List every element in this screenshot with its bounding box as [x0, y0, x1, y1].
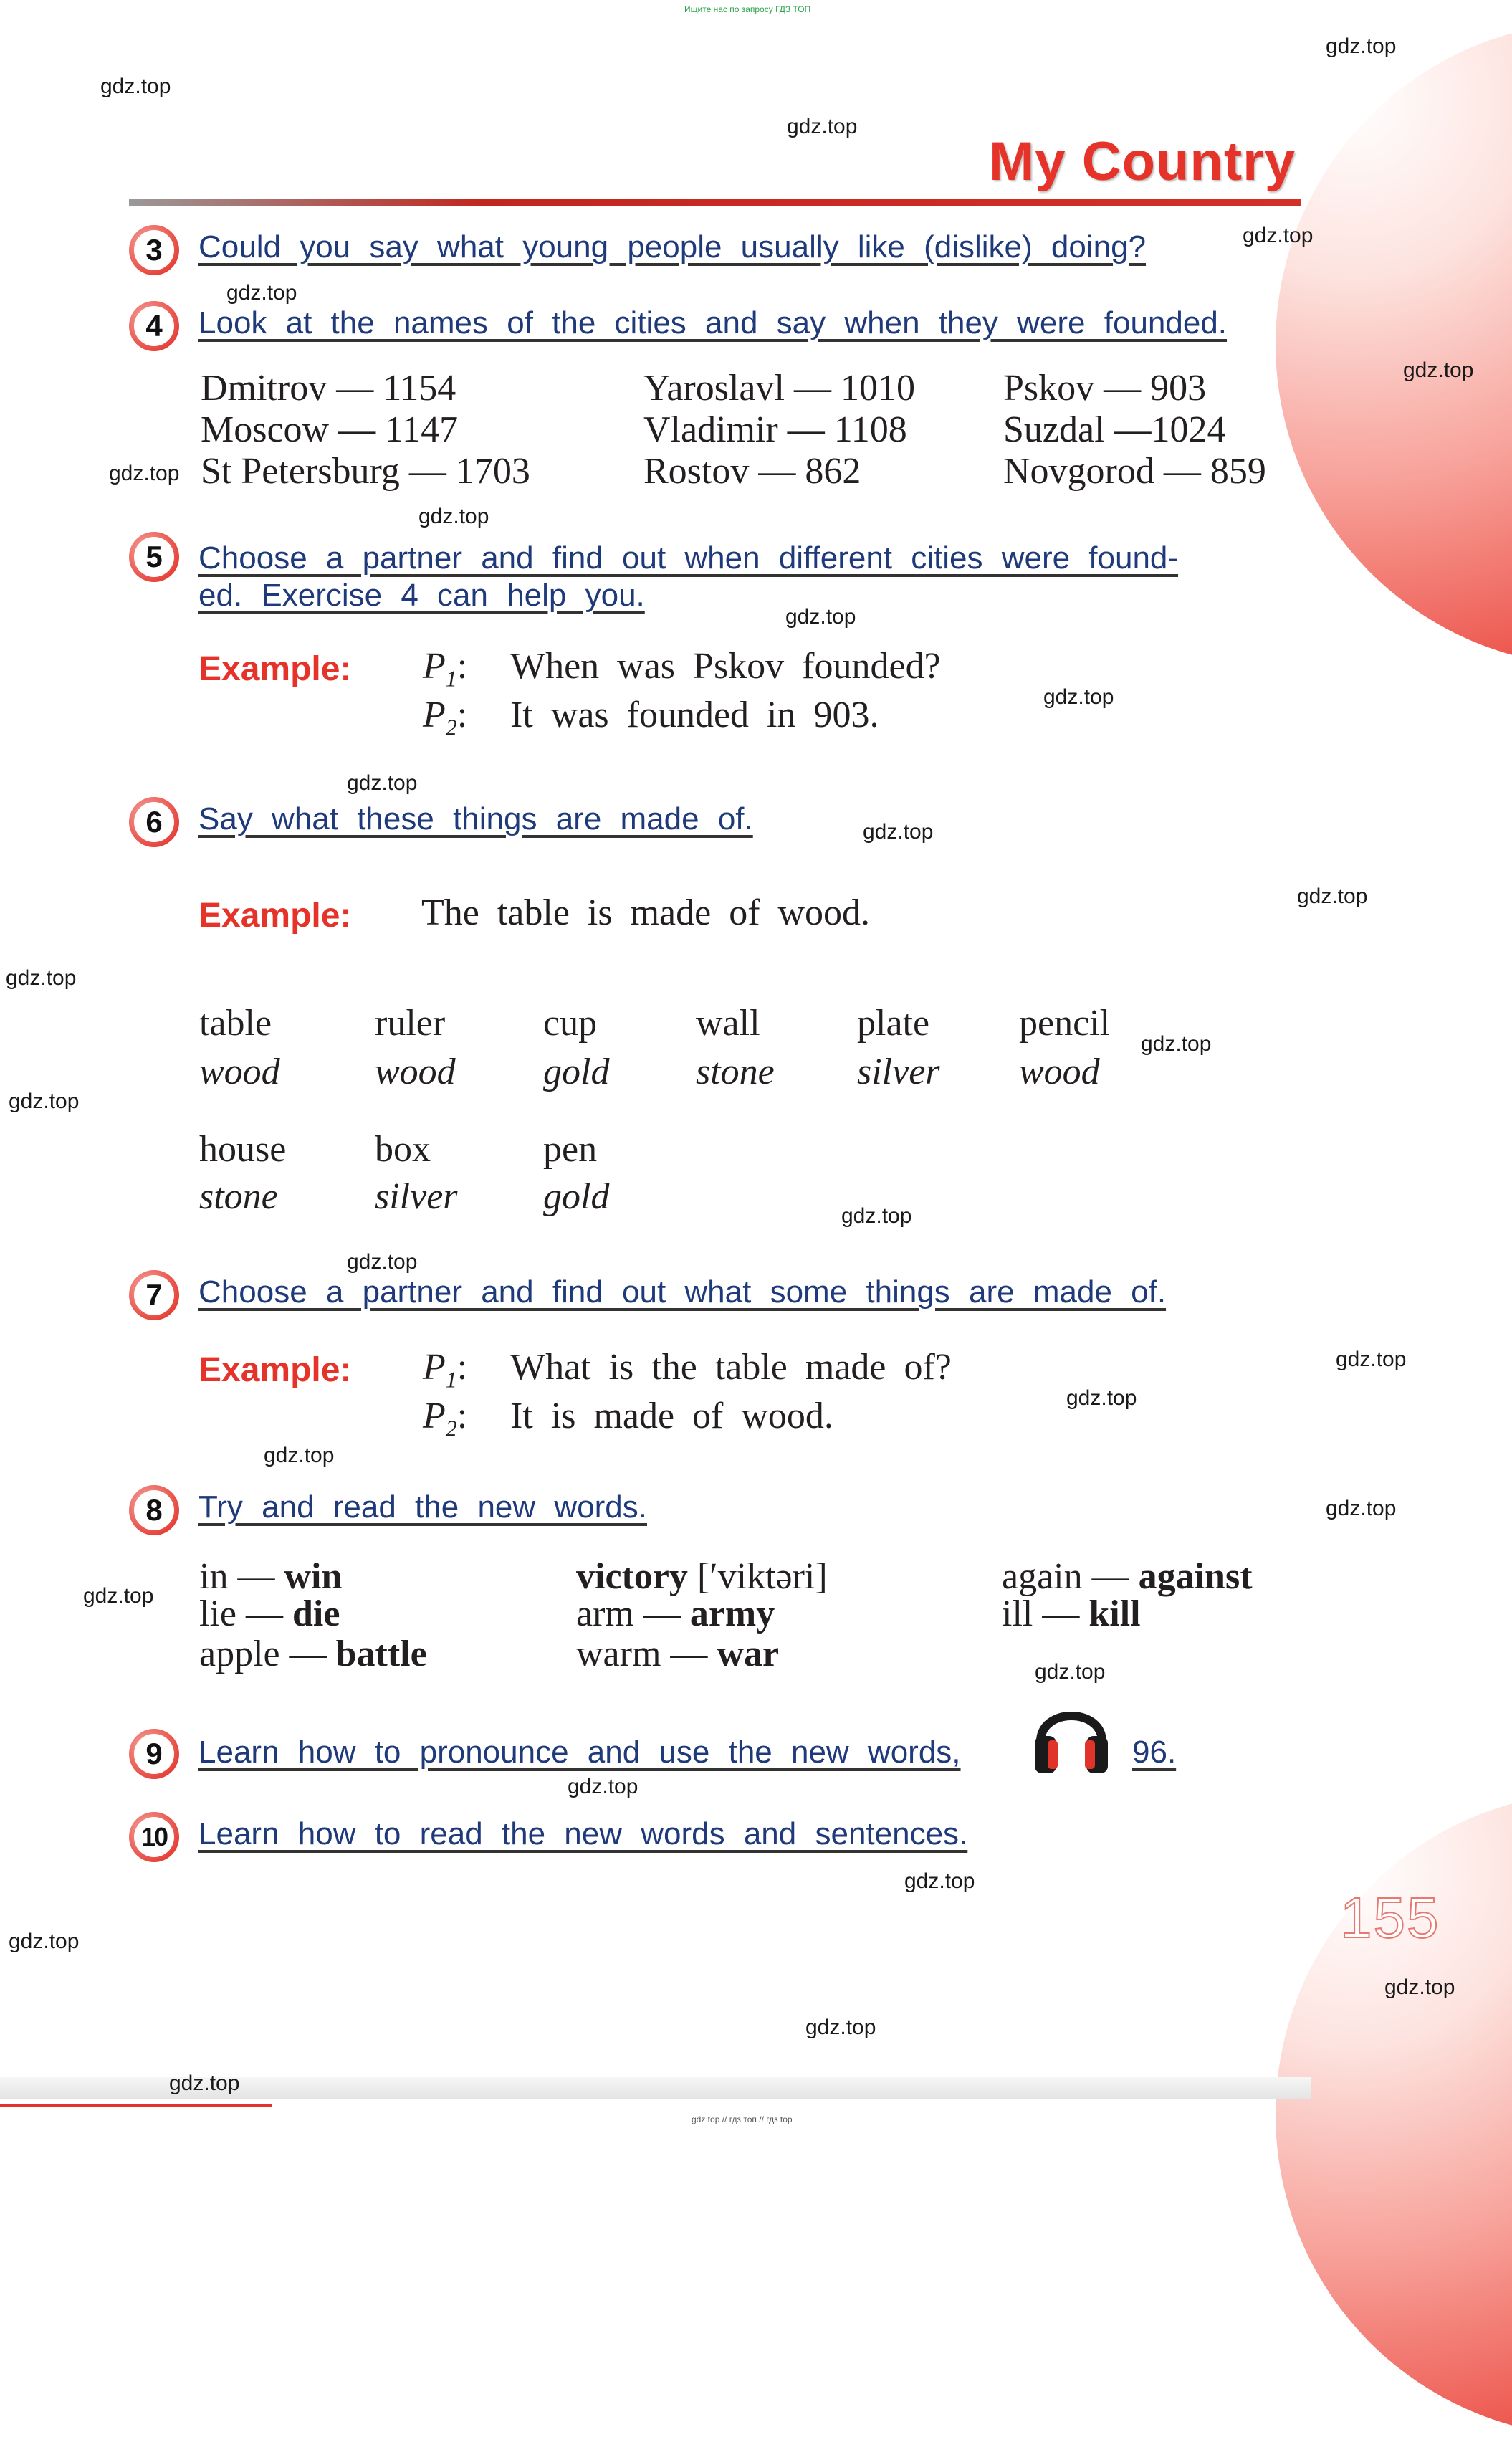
exercise-4-number: 4	[134, 306, 174, 346]
exercise-10-badge	[129, 1812, 179, 1862]
thing-pen: pen	[543, 1129, 598, 1170]
material-wood: wood	[1019, 1051, 1100, 1092]
exercise-5-example-label: Example:	[198, 650, 352, 688]
word-plain: ill —	[1002, 1593, 1089, 1634]
watermark: gdz.top	[1066, 1386, 1137, 1410]
exercise-7-p1-line: $P_1$:	[423, 1347, 468, 1393]
word-bold: kill	[1088, 1593, 1141, 1634]
exercise-7-example-label: Example:	[198, 1351, 352, 1389]
material-wood: wood	[199, 1051, 280, 1092]
word-bold: victory	[576, 1556, 688, 1597]
word-bold: army	[689, 1593, 775, 1634]
exercise-7-p2-line: $P_2$:	[423, 1396, 468, 1441]
top-search-hint: Ищите нас по запросу ГДЗ ТОП	[684, 4, 811, 14]
exercise-5-number: 5	[134, 537, 174, 577]
word-plain: lie —	[199, 1593, 292, 1634]
bottom-hint: gdz top // гдз топ // гдз top	[692, 2114, 793, 2124]
city-yaroslavl: Yaroslavl — 1010	[643, 368, 915, 409]
thing-plate: plate	[857, 1003, 930, 1044]
exercise-8-badge	[129, 1485, 179, 1535]
watermark: gdz.top	[1297, 884, 1368, 908]
watermark: gdz.top	[100, 75, 171, 98]
exercise-5-instruction-line1: Choose a partner and find out when different cities were found-	[198, 540, 1179, 576]
speaker-sub: 1	[445, 665, 457, 692]
watermark: gdz.top	[109, 462, 180, 485]
exercise-5-p2-line: $P_2$:	[423, 695, 468, 740]
word-pair-kill	[1002, 1593, 1141, 1635]
watermark: gdz.top	[1243, 224, 1314, 247]
city-moscow: Moscow — 1147	[201, 409, 459, 450]
thing-pencil: pencil	[1019, 1003, 1111, 1044]
exercise-6-instruction: Say what these things are made of.	[198, 801, 753, 836]
exercise-7-number: 7	[134, 1275, 174, 1315]
exercise-6-number: 6	[134, 802, 174, 842]
watermark: gdz.top	[347, 771, 418, 795]
exercise-9-track-number: 96.	[1132, 1735, 1177, 1770]
material-stone: stone	[199, 1176, 278, 1217]
watermark: gdz.top	[6, 966, 77, 990]
watermark: gdz.top	[805, 2016, 876, 2039]
thing-wall: wall	[696, 1003, 760, 1044]
exercise-9-badge	[129, 1729, 179, 1779]
word-plain: again —	[1002, 1556, 1139, 1597]
material-gold: gold	[543, 1051, 610, 1092]
exercise-7-instruction: Choose a partner and find out what some things are made of.	[198, 1274, 1167, 1310]
exercise-9-number: 9	[134, 1734, 174, 1774]
exercise-5-p1-text: When was Pskov founded?	[510, 646, 941, 687]
speaker-sub: 2	[445, 1415, 457, 1441]
watermark: gdz.top	[9, 1089, 80, 1113]
city-rostov: Rostov — 862	[643, 451, 861, 492]
top-right-corner-decoration	[1276, 22, 1512, 667]
word-pair-die	[199, 1593, 340, 1635]
watermark: gdz.top	[1336, 1348, 1407, 1371]
material-silver: silver	[857, 1051, 940, 1092]
exercise-10-number: 10	[134, 1817, 174, 1857]
word-plain: in —	[199, 1556, 284, 1597]
exercise-3-number: 3	[134, 230, 174, 270]
page-title: My Country	[989, 131, 1296, 192]
watermark: gdz.top	[1326, 34, 1397, 58]
page-number: 155	[1340, 1886, 1440, 1950]
exercise-6-example-text: The table is made of wood.	[421, 892, 871, 933]
watermark: gdz.top	[1403, 358, 1474, 382]
bottom-red-line	[0, 2104, 272, 2107]
exercise-5-p2-text: It was founded in 903.	[510, 695, 879, 735]
watermark: gdz.top	[1035, 1660, 1106, 1684]
watermark: gdz.top	[785, 605, 856, 629]
exercise-5-p1-line: $P_1$:	[423, 646, 468, 692]
exercise-6-example-label: Example:	[198, 897, 352, 935]
exercise-3-badge	[129, 225, 179, 275]
word-bold: battle	[335, 1634, 427, 1674]
watermark: gdz.top	[347, 1250, 418, 1274]
watermark: gdz.top	[1043, 685, 1114, 709]
word-plain: apple —	[199, 1634, 336, 1674]
exercise-7-badge	[129, 1270, 179, 1320]
speaker-p: P	[423, 1396, 446, 1436]
exercise-7-p2-text: It is made of wood.	[510, 1396, 833, 1436]
word-pair-battle	[199, 1633, 427, 1675]
material-stone: stone	[696, 1051, 775, 1092]
exercise-5-badge	[129, 532, 179, 582]
city-novgorod: Novgorod — 859	[1003, 451, 1266, 492]
speaker-p: P	[423, 1347, 446, 1388]
headphones-icon	[1032, 1692, 1111, 1778]
watermark: gdz.top	[904, 1869, 975, 1893]
exercise-8-instruction: Try and read the new words.	[198, 1489, 647, 1525]
thing-ruler: ruler	[375, 1003, 446, 1044]
thing-cup: cup	[543, 1003, 598, 1044]
watermark: gdz.top	[169, 2071, 240, 2095]
exercise-10-instruction: Learn how to read the new words and sentences.	[198, 1816, 968, 1851]
word-pair-against	[1002, 1555, 1253, 1598]
exercise-4-instruction: Look at the names of the cities and say when they were founded.	[198, 305, 1228, 340]
watermark: gdz.top	[787, 115, 858, 138]
city-pskov: Pskov — 903	[1003, 368, 1207, 409]
watermark: gdz.top	[83, 1584, 154, 1608]
word-bold: die	[292, 1593, 340, 1634]
thing-table: table	[199, 1003, 272, 1044]
exercise-7-p1-text: What is the table made of?	[510, 1347, 952, 1388]
speaker-p: P	[423, 646, 446, 687]
speaker-p: P	[423, 695, 446, 735]
watermark: gdz.top	[1326, 1497, 1397, 1520]
speaker-sub: 2	[445, 714, 457, 740]
watermark: gdz.top	[1141, 1032, 1212, 1056]
exercise-3-instruction: Could you say what young people usually like (dislike) doing?	[198, 229, 1147, 264]
watermark: gdz.top	[863, 820, 934, 844]
word-bold: win	[284, 1556, 343, 1597]
watermark: gdz.top	[568, 1775, 638, 1798]
word-pair-war	[576, 1633, 779, 1675]
material-silver: silver	[375, 1176, 458, 1217]
word-plain: arm —	[576, 1593, 690, 1634]
speaker-sub: 1	[445, 1366, 457, 1393]
exercise-5-instruction-line2: ed. Exercise 4 can help you.	[198, 578, 645, 613]
exercise-9-instruction: Learn how to pronounce and use the new words,	[198, 1735, 961, 1770]
city-suzdal: Suzdal —1024	[1003, 409, 1226, 450]
word-plain: warm —	[576, 1634, 717, 1674]
word-transcription: [ʹviktəri]	[687, 1556, 828, 1597]
watermark: gdz.top	[1384, 1975, 1455, 1999]
word-victory-transcription	[576, 1555, 828, 1598]
thing-house: house	[199, 1129, 287, 1170]
header-divider	[129, 199, 1301, 206]
city-st-petersburg: St Petersburg — 1703	[201, 451, 530, 492]
watermark: gdz.top	[418, 505, 489, 528]
material-gold: gold	[543, 1176, 610, 1217]
exercise-8-number: 8	[134, 1490, 174, 1530]
material-wood: wood	[375, 1051, 456, 1092]
watermark: gdz.top	[841, 1204, 912, 1228]
watermark: gdz.top	[9, 1930, 80, 1953]
thing-box: box	[375, 1129, 431, 1170]
city-dmitrov: Dmitrov — 1154	[201, 368, 456, 409]
word-bold: war	[717, 1634, 780, 1674]
watermark: gdz.top	[226, 281, 297, 305]
exercise-4-badge	[129, 301, 179, 351]
word-pair-army	[576, 1593, 775, 1635]
watermark: gdz.top	[264, 1444, 335, 1467]
word-pair-win	[199, 1555, 342, 1598]
city-vladimir: Vladimir — 1108	[643, 409, 907, 450]
word-bold: against	[1138, 1556, 1253, 1597]
exercise-6-badge	[129, 797, 179, 847]
